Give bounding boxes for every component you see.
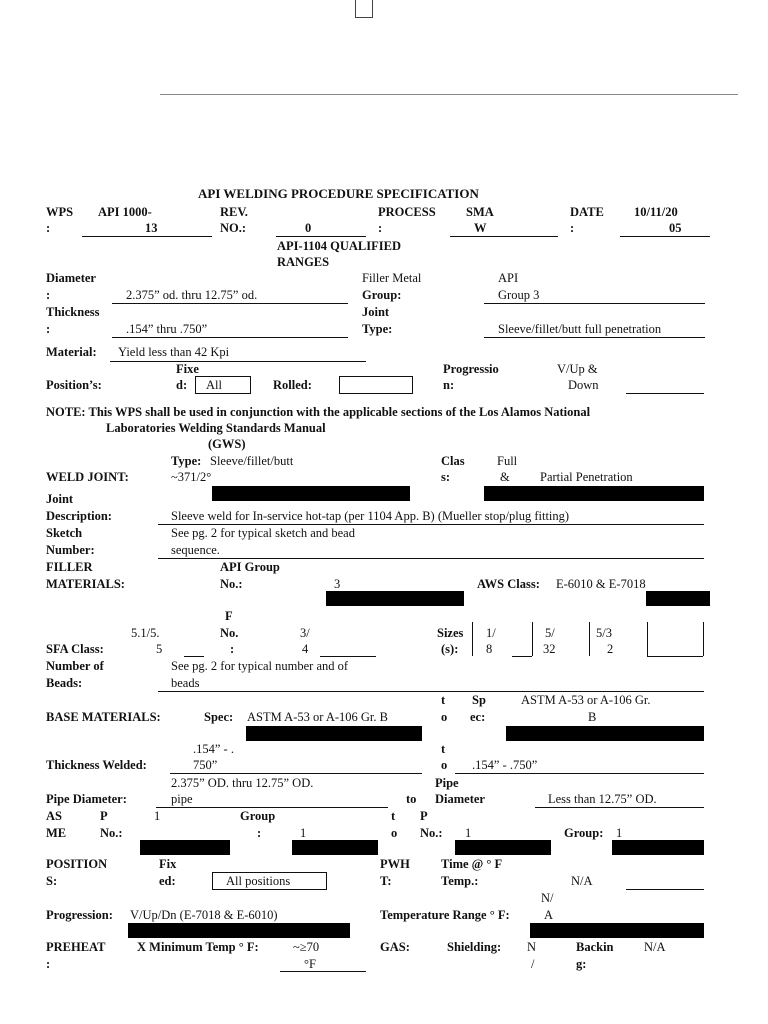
- backing-value: N/A: [644, 940, 666, 954]
- size-2-value: 5/: [545, 626, 555, 640]
- joint-description-label-2: Description:: [46, 509, 112, 523]
- size-1-value: 1/: [486, 626, 496, 640]
- redacted-block: [612, 840, 704, 855]
- rev-value: 0: [305, 221, 312, 235]
- to-label-3: t: [441, 742, 446, 756]
- pipe-diameter-2-label-2: Diameter: [435, 792, 485, 806]
- size-divider: [472, 622, 473, 656]
- spec-2-label: Sp: [472, 693, 486, 707]
- preheat-label-2: :: [46, 957, 51, 971]
- time-temp-label-2: Temp.:: [441, 874, 479, 888]
- sketch-number-underline: [158, 558, 704, 559]
- date-value-1: 10/11/20: [634, 205, 678, 219]
- progression-section-value: V/Up/Dn (E-7018 & E-6010): [130, 908, 278, 922]
- pwht-label: PWH: [380, 857, 410, 871]
- redacted-block: [292, 840, 378, 855]
- note-line-2: Laboratories Welding Standards Manual: [106, 421, 326, 435]
- sfa-class-label: SFA Class:: [46, 642, 104, 656]
- group-label: Group: [240, 809, 276, 823]
- diameter-value: 2.375” od. thru 12.75” od.: [126, 288, 258, 302]
- class-value-3: Partial Penetration: [540, 470, 633, 484]
- f-number-label-2: No.: [220, 626, 239, 640]
- class-label: Clas: [441, 454, 465, 468]
- joint-type-underline: [484, 337, 705, 338]
- rolled-value-box: [339, 376, 413, 394]
- ranges-heading: API-1104 QUALIFIED: [277, 239, 401, 253]
- process-value-2: W: [474, 221, 487, 235]
- note-line-1: NOTE: This WPS shall be used in conjunction with the applicable sections of the Los Alamos National: [46, 405, 591, 419]
- redacted-block: [530, 923, 704, 938]
- progression-value-1: V/Up &: [557, 362, 598, 376]
- minimum-temp-underline: [280, 971, 366, 972]
- minimum-temp-label: X Minimum Temp ° F:: [137, 940, 259, 954]
- aws-class-label: AWS Class:: [477, 577, 540, 591]
- fixed-position-label: Fix: [159, 857, 177, 871]
- thickness-colon: :: [46, 322, 51, 336]
- fixed-value: All: [206, 378, 222, 392]
- diameter-underline: [112, 303, 348, 304]
- type-value-1: Sleeve/fillet/butt: [210, 454, 294, 468]
- shielding-value-2: /: [531, 957, 535, 971]
- size-3-value-2: 2: [607, 642, 614, 656]
- rolled-label: Rolled:: [273, 378, 312, 392]
- thickness-welded-value-1: .154” - .: [193, 742, 234, 756]
- sfa-class-underline: [184, 656, 204, 657]
- wps-value-2: 13: [145, 221, 158, 235]
- process-label: PROCESS: [378, 205, 436, 219]
- positions-section-label: POSITION: [46, 857, 108, 871]
- size-divider: [703, 622, 704, 656]
- thickness-welded-2-underline: [455, 773, 704, 774]
- f-number-value-1: 3/: [300, 626, 310, 640]
- shielding-value-1: N: [527, 940, 537, 954]
- temperature-range-label: Temperature Range ° F:: [380, 908, 510, 922]
- pwht-label-2: T:: [380, 874, 392, 888]
- sketch-number-label: Sketch: [46, 526, 83, 540]
- spec-value: ASTM A-53 or A-106 Gr. B: [247, 710, 388, 724]
- sizes-label: Sizes: [437, 626, 464, 640]
- redacted-block: [128, 923, 350, 938]
- api-group-label: API Group: [220, 560, 280, 574]
- redacted-block: [140, 840, 230, 855]
- gas-label: GAS:: [380, 940, 410, 954]
- to-label-2: o: [441, 710, 448, 724]
- fixed-position-value: All positions: [226, 874, 291, 888]
- redacted-block: [646, 591, 710, 606]
- group-2-label: Group:: [564, 826, 604, 840]
- wps-label: WPS: [46, 205, 74, 219]
- size-3-underline: [647, 656, 703, 657]
- diameter-colon: :: [46, 288, 51, 302]
- pipe-diameter-underline: [156, 807, 388, 808]
- filler-materials-label: FILLER: [46, 560, 93, 574]
- weld-joint-label: WELD JOINT:: [46, 470, 129, 484]
- type-label: Type:: [171, 454, 202, 468]
- spec-2-value-2: B: [588, 710, 597, 724]
- size-1-underline: [512, 656, 532, 657]
- ranges-heading-2: RANGES: [277, 255, 330, 269]
- api-group-value: 3: [334, 577, 341, 591]
- pipe-diameter-value-1: 2.375” OD. thru 12.75” OD.: [171, 776, 314, 790]
- size-3-value: 5/3: [596, 626, 612, 640]
- thickness-welded-value-2: 750”: [193, 758, 218, 772]
- thickness-welded-label: Thickness Welded:: [46, 758, 147, 772]
- diameter-label: Diameter: [46, 271, 96, 285]
- sfa-class-value-1: 5.1/5.: [131, 626, 160, 640]
- joint-description-underline: [158, 524, 704, 525]
- size-divider: [532, 622, 533, 656]
- sfa-class-value-2: 5: [156, 642, 163, 656]
- time-temp-value: N/A: [571, 874, 593, 888]
- class-value-1: Full: [497, 454, 518, 468]
- spec-2-value-1: ASTM A-53 or A-106 Gr.: [521, 693, 651, 707]
- progression-label-2: n:: [443, 378, 455, 392]
- asme-label-2: ME: [46, 826, 67, 840]
- thickness-underline: [112, 337, 348, 338]
- shielding-label: Shielding:: [447, 940, 502, 954]
- sizes-label-2: (s):: [441, 642, 459, 656]
- spec-2-label-2: ec:: [470, 710, 486, 724]
- pipe-diameter-2-label: Pipe: [435, 776, 459, 790]
- redacted-block: [506, 726, 704, 741]
- wps-colon: :: [46, 221, 51, 235]
- class-label-2: s:: [441, 470, 451, 484]
- f-number-underline: [320, 656, 376, 657]
- to-label-5: t: [391, 809, 396, 823]
- progression-underline: [626, 393, 704, 394]
- rev-label-2: NO.:: [220, 221, 247, 235]
- joint-type-label: Joint: [362, 305, 390, 319]
- rev-label: REV.: [220, 205, 248, 219]
- wps-value-1: API 1000-: [98, 205, 152, 219]
- material-label: Material:: [46, 345, 97, 359]
- time-temp-label: Time @ ° F: [441, 857, 503, 871]
- fixed-label: Fixe: [176, 362, 199, 376]
- date-underline: [620, 236, 710, 237]
- note-line-3: (GWS): [208, 437, 246, 451]
- page-corner-mark: [355, 0, 373, 18]
- material-value: Yield less than 42 Kpi: [118, 345, 230, 359]
- to-label-6: o: [391, 826, 398, 840]
- p-number-label: P: [100, 809, 108, 823]
- redacted-block: [246, 726, 422, 741]
- process-underline: [450, 236, 558, 237]
- process-colon: :: [378, 221, 383, 235]
- minimum-temp-value-2: °F: [304, 957, 316, 971]
- filler-group-underline: [484, 303, 705, 304]
- pipe-diameter-label: Pipe Diameter:: [46, 792, 127, 806]
- p-number-label-2: No.:: [100, 826, 123, 840]
- thickness-label: Thickness: [46, 305, 100, 319]
- size-2-value-2: 32: [543, 642, 556, 656]
- fixed-position-label-2: ed:: [159, 874, 176, 888]
- spec-label: Spec:: [204, 710, 234, 724]
- number-of-beads-label-2: Beads:: [46, 676, 83, 690]
- p-number-2-label: P: [420, 809, 428, 823]
- temperature-range-value-1: N/: [541, 891, 554, 905]
- type-value-2: ~371/2°: [171, 470, 212, 484]
- group-value: 1: [300, 826, 307, 840]
- size-1-value-2: 8: [486, 642, 493, 656]
- aws-class-value: E-6010 & E-7018: [556, 577, 646, 591]
- joint-description-label: Joint: [46, 492, 74, 506]
- backing-label-2: g:: [576, 957, 587, 971]
- asme-label: AS: [46, 809, 62, 823]
- to-label-4: o: [441, 758, 448, 772]
- f-number-value-2: 4: [302, 642, 309, 656]
- to-label: t: [441, 693, 446, 707]
- sketch-number-value-2: sequence.: [171, 543, 220, 557]
- preheat-label: PREHEAT: [46, 940, 106, 954]
- filler-materials-label-2: MATERIALS:: [46, 577, 125, 591]
- thickness-welded-2-value: .154” - .750”: [472, 758, 538, 772]
- positions-label: Position’s:: [46, 378, 102, 392]
- time-temp-underline: [626, 889, 704, 890]
- page-title: API WELDING PROCEDURE SPECIFICATION: [198, 186, 479, 201]
- backing-label: Backin: [576, 940, 614, 954]
- pipe-diameter-value-2: pipe: [171, 792, 193, 806]
- group-label-2: :: [257, 826, 262, 840]
- date-colon: :: [570, 221, 575, 235]
- material-underline: [110, 361, 366, 362]
- date-value-2: 05: [669, 221, 682, 235]
- process-value-1: SMA: [466, 205, 494, 219]
- fixed-value-box: [195, 376, 251, 394]
- thickness-welded-underline: [170, 773, 422, 774]
- redacted-block: [326, 591, 464, 606]
- sketch-number-label-2: Number:: [46, 543, 95, 557]
- fixed-label-2: d:: [176, 378, 188, 392]
- sketch-number-value-1: See pg. 2 for typical sketch and bead: [171, 526, 355, 540]
- wps-underline: [82, 236, 212, 237]
- redacted-block: [484, 486, 704, 501]
- joint-type-label-2: Type:: [362, 322, 393, 336]
- progression-value-2: Down: [568, 378, 599, 392]
- size-divider: [589, 622, 590, 656]
- date-label: DATE: [570, 205, 604, 219]
- pipe-diameter-2-underline: [535, 807, 704, 808]
- number-of-beads-underline: [158, 691, 704, 692]
- filler-group-value-1: API: [498, 271, 519, 285]
- size-divider: [647, 622, 648, 656]
- api-group-label-2: No.:: [220, 577, 243, 591]
- temperature-range-value-2: A: [544, 908, 554, 922]
- progression-label: Progressio: [443, 362, 499, 376]
- group-2-value: 1: [616, 826, 623, 840]
- filler-group-value-2: Group 3: [498, 288, 540, 302]
- joint-type-value: Sleeve/fillet/butt full penetration: [498, 322, 662, 336]
- base-materials-label: BASE MATERIALS:: [46, 710, 161, 724]
- p-number-value: 1: [154, 809, 161, 823]
- redacted-block: [212, 486, 410, 501]
- thickness-value: .154” thru .750”: [126, 322, 208, 336]
- f-number-label-3: :: [230, 642, 235, 656]
- header-rule: [160, 94, 738, 95]
- minimum-temp-value-1: ~≥70: [293, 940, 320, 954]
- class-value-2: &: [500, 470, 510, 484]
- filler-group-label: Filler Metal: [362, 271, 422, 285]
- pipe-diameter-2-value: Less than 12.75” OD.: [548, 792, 657, 806]
- rev-underline: [276, 236, 366, 237]
- filler-group-label-2: Group:: [362, 288, 402, 302]
- number-of-beads-value-1: See pg. 2 for typical number and of: [171, 659, 349, 673]
- number-of-beads-label: Number of: [46, 659, 104, 673]
- progression-section-label: Progression:: [46, 908, 113, 922]
- redacted-block: [455, 840, 551, 855]
- to-word: to: [406, 792, 417, 806]
- number-of-beads-value-2: beads: [171, 676, 200, 690]
- f-number-label: F: [225, 609, 233, 623]
- p-number-2-label-2: No.:: [420, 826, 443, 840]
- positions-section-label-2: S:: [46, 874, 58, 888]
- joint-description-value: Sleeve weld for In-service hot-tap (per 1104 App. B) (Mueller stop/plug fitting): [171, 509, 570, 523]
- p-number-2-value: 1: [465, 826, 472, 840]
